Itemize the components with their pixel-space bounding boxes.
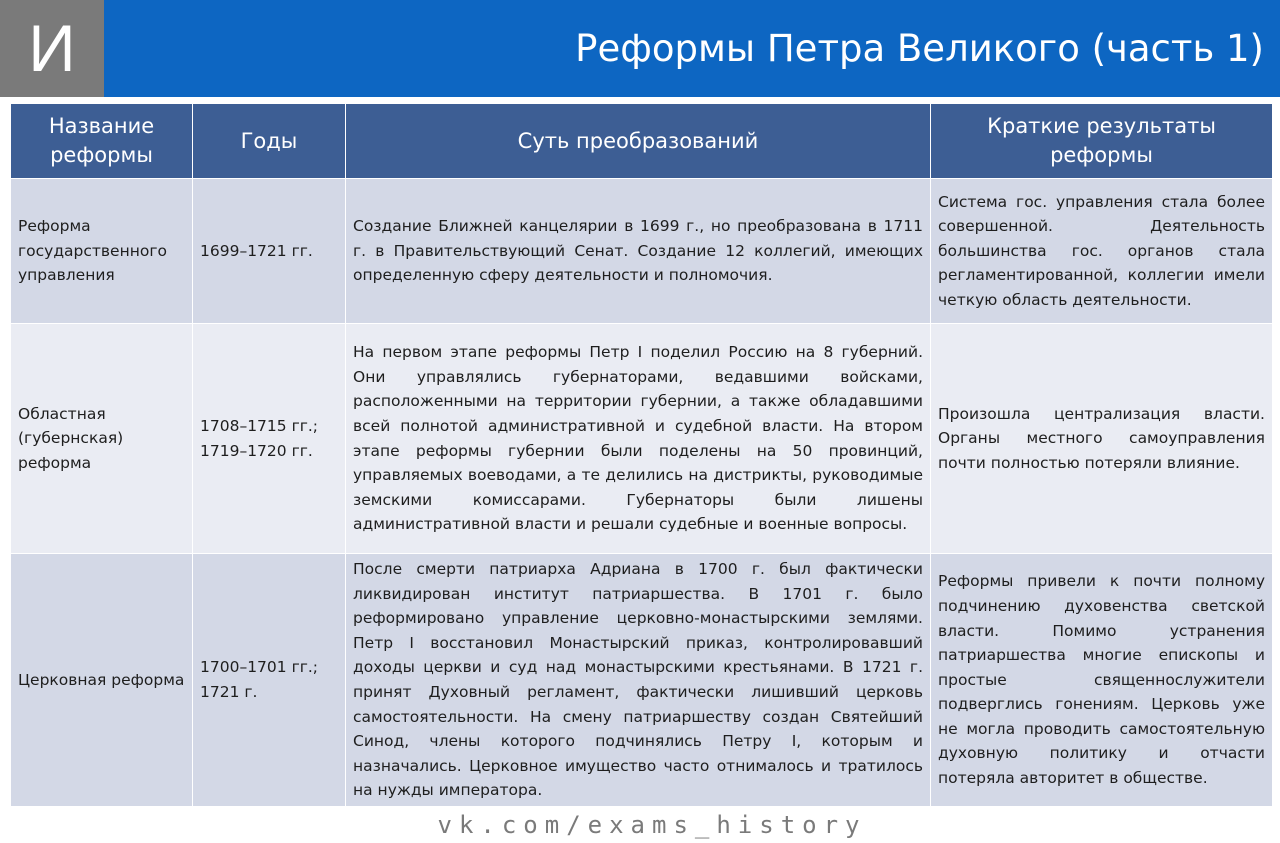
reforms-table [10,103,1273,807]
reform-years: 1699–1721 гг. [193,179,346,324]
reform-essence: Создание Ближней канцелярии в 1699 г., но преобразована в 1711 г. в Правительствующий Сенат. Создание 12 коллегий, имеющих определенную сферу деятельности и полномочия. [346,179,931,324]
reform-name: Областная (губернская) реформа [11,324,193,554]
reform-results: Реформы привели к почти полному подчинению духовенства светской власти. Помимо устранения патриаршества многие епископы и простые священнослужители подверглись гонениям. Церковь уже не могла проводить самостоятельную духовную политику и отчасти потеряла авторитет в обществе. [931,554,1273,807]
table-header-row [11,104,1273,179]
reform-results: Произошла централизация власти. Органы местного самоуправления почти полностью потеряли влияние. [931,324,1273,554]
reform-years: 1708–1715 гг.; 1719–1720 гг. [193,324,346,554]
reform-essence: После смерти патриарха Адриана в 1700 г. был фактически ликвидирован институт патриаршества. В 1701 г. было реформировано управление церковно-монастырскими землями. Петр I восстановил Монастырский приказ, контролировавший доходы церкви и суд над монастырскими крестьянами. В 1721 г. принят Духовный регламент, фактически лишивший церковь самостоятельности. На смену патриаршеству создан Святейший Синод, члены которого подчинялись Петру I, которым и назначались. Церковное имущество часто отнималось и тратилось на нужды императора. [346,554,931,807]
column-header-results: Краткие результаты реформы [931,104,1273,179]
reform-results: Система гос. управления стала более совершенной. Деятельность большинства гос. органов стала регламентированной, коллегии имели четкую область деятельности. [931,179,1273,324]
column-header-name: Название реформы [11,104,193,179]
column-header-essence: Суть преобразований [346,104,931,179]
logo: И [0,0,104,97]
page-title: Реформы Петра Великого (часть 1) [575,27,1264,70]
footer-link: vk.com/exams_history [437,811,867,839]
reform-name: Реформа государственного управления [11,179,193,324]
reform-essence: На первом этапе реформы Петр I поделил Россию на 8 губерний. Они управлялись губернаторами, ведавшими войсками, расположенными на территории губернии, а также обладавшими всей полнотой административной и судебной власти. На втором этапе реформы губернии были поделены на 50 провинций, управляемых воеводами, а те делились на дистрикты, руководимые земскими комиссарами. Губернаторы были лишены административной власти и решали судебные и военные вопросы. [346,324,931,554]
table-row [11,324,1273,554]
column-header-years: Годы [193,104,346,179]
reform-years: 1700–1701 гг.; 1721 г. [193,554,346,807]
table-row [11,179,1273,324]
table-row [11,554,1273,807]
reform-name: Церковная реформа [11,554,193,807]
header-bar [0,0,1280,97]
